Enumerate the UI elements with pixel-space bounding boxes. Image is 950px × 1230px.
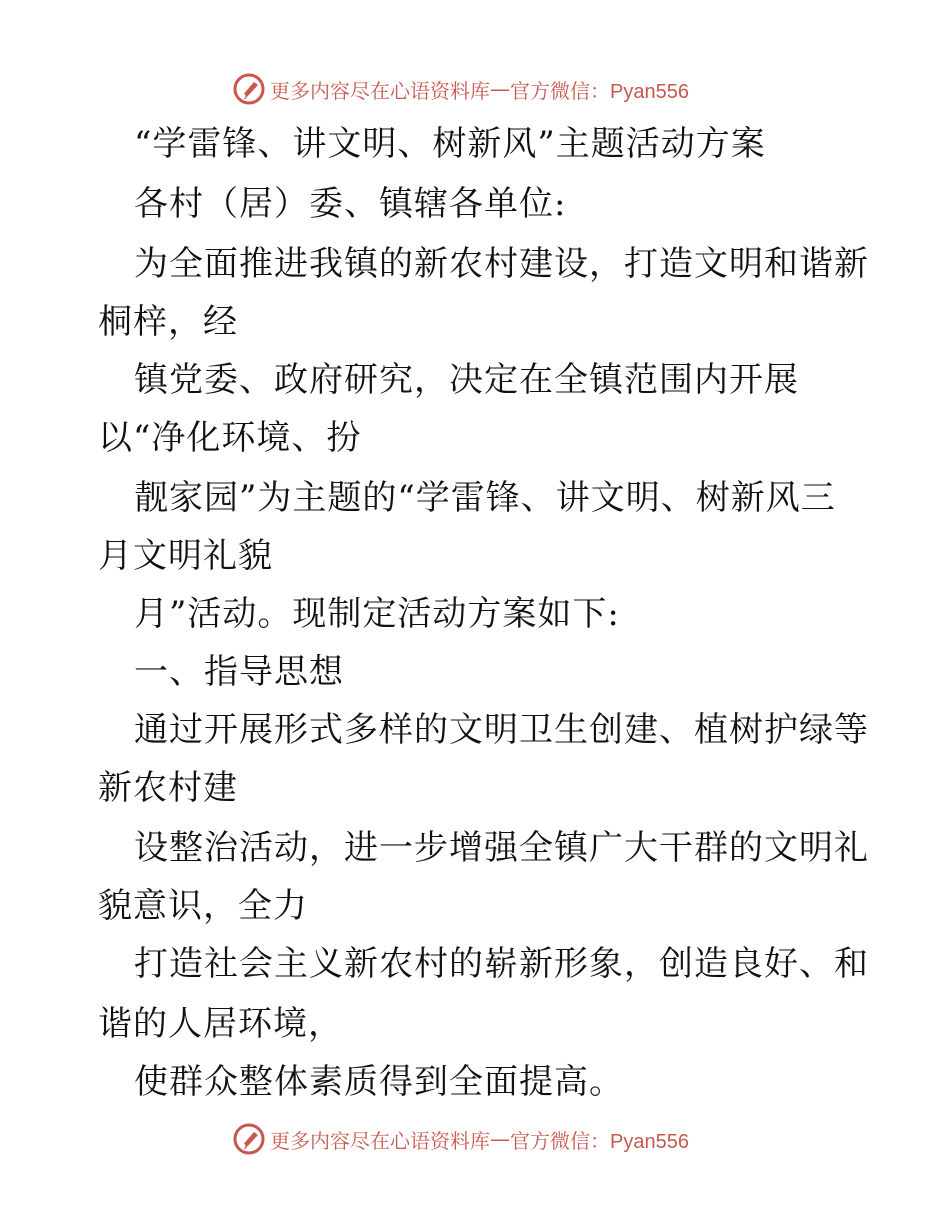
watermark-separator: —: [490, 1127, 510, 1151]
body-line: 桐梓，经: [98, 302, 238, 342]
watermark-suffix: 官方微信：Pyan556: [510, 1130, 689, 1153]
body-line: 新农村建: [98, 768, 238, 808]
body-line: 设整治活动，进一步增强全镇广大干群的文明礼: [134, 828, 869, 868]
pen-logo-icon: [232, 1122, 266, 1156]
watermark-separator: —: [490, 77, 510, 101]
watermark-text: 更多内容尽在心语资料库: [270, 78, 490, 103]
body-line: 镇党委、政府研究，决定在全镇范围内开展: [134, 360, 799, 400]
body-line: 打造社会主义新农村的崭新形象，创造良好、和: [134, 944, 869, 984]
body-line: 月”活动。现制定活动方案如下:: [134, 594, 620, 634]
body-line: 谐的人居环境，: [98, 1004, 343, 1044]
body-line: 以“净化环境、扮: [98, 418, 362, 458]
section-heading: 一、指导思想: [134, 652, 344, 692]
pen-logo-icon: [232, 72, 266, 106]
body-line: 靓家园”为主题的“学雷锋、讲文明、树新风三: [134, 478, 836, 518]
watermark-suffix: 官方微信：Pyan556: [510, 80, 689, 103]
watermark-brand: [232, 1122, 689, 1156]
watermark-footer: [0, 1120, 950, 1160]
body-line: 貌意识，全力: [98, 886, 308, 926]
body-line: 使群众整体素质得到全面提高。: [134, 1062, 624, 1102]
watermark-text: 更多内容尽在心语资料库: [270, 1128, 490, 1153]
watermark-brand: [232, 72, 689, 106]
document-title: “学雷锋、讲文明、树新风”主题活动方案: [134, 124, 766, 164]
body-line: 为全面推进我镇的新农村建设，打造文明和谐新: [134, 244, 869, 284]
watermark-header: [0, 70, 950, 110]
body-line: 通过开展形式多样的文明卫生创建、植树护绿等: [134, 710, 869, 750]
body-line: 各村（居）委、镇辖各单位:: [134, 184, 567, 224]
body-line: 月文明礼貌: [98, 536, 273, 576]
